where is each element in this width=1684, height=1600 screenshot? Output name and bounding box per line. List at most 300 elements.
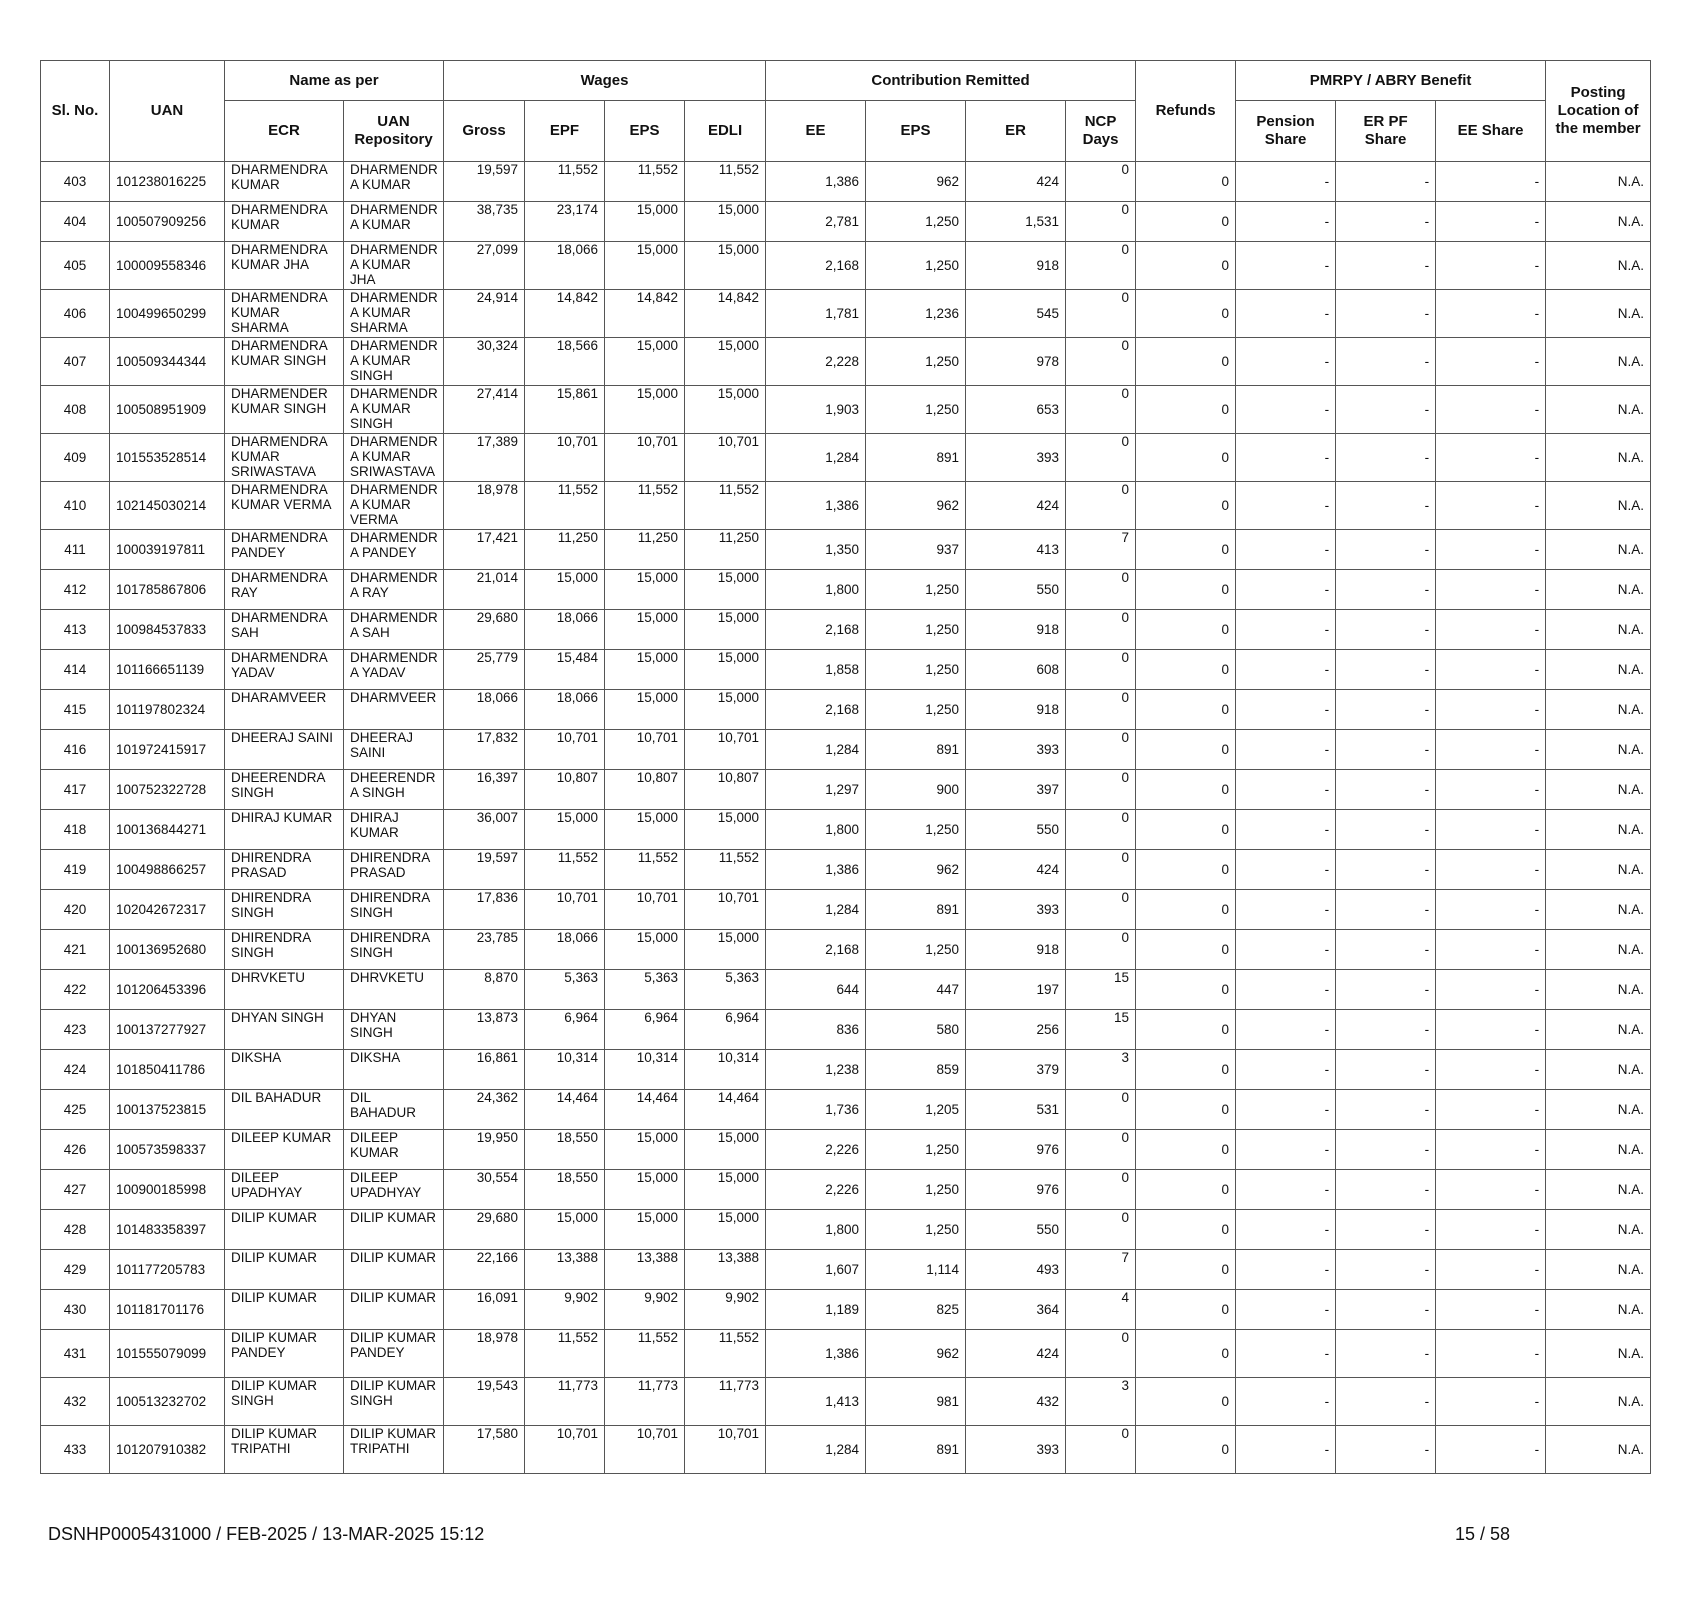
cell-gross: 17,389	[444, 434, 525, 482]
cell-posting-location: N.A.	[1546, 1330, 1651, 1378]
cell-uan-repository-name: DHARMENDR A KUMAR SRIWASTAVA	[344, 434, 444, 482]
cell-ee: 1,386	[766, 1330, 866, 1378]
cell-er: 545	[966, 290, 1066, 338]
cell-sl-no: 403	[41, 162, 110, 202]
cell-pension-share: -	[1236, 1250, 1336, 1290]
cell-ee-share: -	[1436, 1290, 1546, 1330]
cell-gross: 16,861	[444, 1050, 525, 1090]
cell-ee-share: -	[1436, 850, 1546, 890]
cell-ee: 2,168	[766, 242, 866, 290]
cell-posting-location: N.A.	[1546, 1170, 1651, 1210]
cell-eps: 11,552	[605, 482, 685, 530]
cell-uan-repository-name: DHEERENDR A SINGH	[344, 770, 444, 810]
cell-ncp-days: 15	[1066, 1010, 1136, 1050]
page-number: 15 / 58	[1454, 1524, 1510, 1544]
cell-pension-share: -	[1236, 610, 1336, 650]
cell-epf: 15,484	[525, 650, 605, 690]
cell-epf: 6,964	[525, 1010, 605, 1050]
cell-ee: 1,800	[766, 570, 866, 610]
cell-sl-no: 420	[41, 890, 110, 930]
cell-pension-share: -	[1236, 1290, 1336, 1330]
cell-ncp-days: 7	[1066, 1250, 1136, 1290]
cell-uan: 100752322728	[110, 770, 225, 810]
col-group-pmrpy: PMRPY / ABRY Benefit	[1236, 61, 1546, 101]
cell-er-pf-share: -	[1336, 1130, 1436, 1170]
cell-uan: 102145030214	[110, 482, 225, 530]
cell-posting-location: N.A.	[1546, 730, 1651, 770]
cell-er-pf-share: -	[1336, 1290, 1436, 1330]
cell-posting-location: N.A.	[1546, 162, 1651, 202]
cell-eps: 10,701	[605, 730, 685, 770]
cell-ncp-days: 0	[1066, 202, 1136, 242]
cell-sl-no: 422	[41, 970, 110, 1010]
cell-eps-contribution: 891	[866, 434, 966, 482]
cell-epf: 18,066	[525, 930, 605, 970]
cell-ee: 1,350	[766, 530, 866, 570]
cell-refunds: 0	[1136, 930, 1236, 970]
cell-ee-share: -	[1436, 1010, 1546, 1050]
cell-epf: 18,550	[525, 1130, 605, 1170]
cell-er: 918	[966, 690, 1066, 730]
cell-edli: 10,807	[685, 770, 766, 810]
cell-er: 197	[966, 970, 1066, 1010]
cell-er-pf-share: -	[1336, 730, 1436, 770]
cell-gross: 27,414	[444, 386, 525, 434]
table-row	[41, 810, 1651, 850]
cell-ee: 1,858	[766, 650, 866, 690]
table-row	[41, 730, 1651, 770]
cell-ncp-days: 0	[1066, 690, 1136, 730]
cell-edli: 5,363	[685, 970, 766, 1010]
cell-uan: 100136844271	[110, 810, 225, 850]
cell-refunds: 0	[1136, 338, 1236, 386]
cell-epf: 23,174	[525, 202, 605, 242]
cell-eps: 15,000	[605, 690, 685, 730]
cell-epf: 18,566	[525, 338, 605, 386]
cell-edli: 6,964	[685, 1010, 766, 1050]
cell-ecr-name: DILIP KUMAR SINGH	[225, 1378, 344, 1426]
cell-eps: 15,000	[605, 386, 685, 434]
cell-epf: 10,314	[525, 1050, 605, 1090]
cell-gross: 30,324	[444, 338, 525, 386]
cell-eps: 11,552	[605, 1330, 685, 1378]
cell-er: 397	[966, 770, 1066, 810]
cell-refunds: 0	[1136, 1130, 1236, 1170]
cell-gross: 16,091	[444, 1290, 525, 1330]
col-sl-no: Sl. No.	[41, 61, 110, 162]
cell-pension-share: -	[1236, 690, 1336, 730]
col-gross: Gross	[444, 101, 525, 162]
col-eps: EPS	[605, 101, 685, 162]
cell-er-pf-share: -	[1336, 386, 1436, 434]
cell-eps-contribution: 1,250	[866, 1130, 966, 1170]
cell-ecr-name: DHEERAJ SAINI	[225, 730, 344, 770]
cell-edli: 11,552	[685, 162, 766, 202]
cell-ncp-days: 0	[1066, 290, 1136, 338]
cell-ee-share: -	[1436, 1330, 1546, 1378]
cell-uan: 101850411786	[110, 1050, 225, 1090]
cell-er: 918	[966, 610, 1066, 650]
cell-ecr-name: DHARMENDER KUMAR SINGH	[225, 386, 344, 434]
cell-refunds: 0	[1136, 1250, 1236, 1290]
cell-ee: 836	[766, 1010, 866, 1050]
cell-edli: 11,552	[685, 850, 766, 890]
cell-ee-share: -	[1436, 530, 1546, 570]
cell-ncp-days: 0	[1066, 338, 1136, 386]
cell-uan-repository-name: DHIRAJ KUMAR	[344, 810, 444, 850]
cell-eps-contribution: 1,250	[866, 242, 966, 290]
cell-edli: 15,000	[685, 570, 766, 610]
ecr-contribution-table	[40, 60, 1651, 1474]
cell-pension-share: -	[1236, 1210, 1336, 1250]
cell-ee-share: -	[1436, 770, 1546, 810]
cell-uan: 100507909256	[110, 202, 225, 242]
cell-ecr-name: DILIP KUMAR	[225, 1250, 344, 1290]
cell-uan-repository-name: DIKSHA	[344, 1050, 444, 1090]
cell-epf: 15,861	[525, 386, 605, 434]
cell-uan: 100573598337	[110, 1130, 225, 1170]
cell-pension-share: -	[1236, 290, 1336, 338]
cell-uan: 101238016225	[110, 162, 225, 202]
cell-refunds: 0	[1136, 1290, 1236, 1330]
cell-er: 432	[966, 1378, 1066, 1426]
cell-refunds: 0	[1136, 1010, 1236, 1050]
cell-ecr-name: DIL BAHADUR	[225, 1090, 344, 1130]
cell-epf: 13,388	[525, 1250, 605, 1290]
cell-eps-contribution: 1,114	[866, 1250, 966, 1290]
cell-ecr-name: DHARMENDRA SAH	[225, 610, 344, 650]
cell-sl-no: 413	[41, 610, 110, 650]
cell-er-pf-share: -	[1336, 242, 1436, 290]
cell-ecr-name: DHARMENDRA YADAV	[225, 650, 344, 690]
cell-sl-no: 426	[41, 1130, 110, 1170]
col-er: ER	[966, 101, 1066, 162]
cell-ee-share: -	[1436, 730, 1546, 770]
cell-ncp-days: 0	[1066, 850, 1136, 890]
cell-posting-location: N.A.	[1546, 1130, 1651, 1170]
cell-edli: 11,773	[685, 1378, 766, 1426]
cell-edli: 15,000	[685, 338, 766, 386]
cell-edli: 10,314	[685, 1050, 766, 1090]
cell-eps: 11,773	[605, 1378, 685, 1426]
cell-ncp-days: 0	[1066, 1330, 1136, 1378]
cell-er-pf-share: -	[1336, 650, 1436, 690]
cell-eps-contribution: 981	[866, 1378, 966, 1426]
cell-gross: 13,873	[444, 1010, 525, 1050]
cell-eps: 11,552	[605, 162, 685, 202]
cell-ncp-days: 0	[1066, 162, 1136, 202]
cell-posting-location: N.A.	[1546, 386, 1651, 434]
col-er-pf-share: ER PF Share	[1336, 101, 1436, 162]
cell-ee-share: -	[1436, 690, 1546, 730]
col-epf: EPF	[525, 101, 605, 162]
cell-sl-no: 432	[41, 1378, 110, 1426]
col-ee: EE	[766, 101, 866, 162]
cell-ee: 1,800	[766, 810, 866, 850]
cell-eps: 10,701	[605, 890, 685, 930]
cell-uan-repository-name: DHARMENDR A KUMAR JHA	[344, 242, 444, 290]
cell-refunds: 0	[1136, 1330, 1236, 1378]
cell-eps: 10,701	[605, 434, 685, 482]
cell-ee-share: -	[1436, 1090, 1546, 1130]
cell-sl-no: 428	[41, 1210, 110, 1250]
cell-uan: 100136952680	[110, 930, 225, 970]
cell-edli: 15,000	[685, 1170, 766, 1210]
cell-er: 918	[966, 930, 1066, 970]
cell-pension-share: -	[1236, 570, 1336, 610]
cell-ee: 2,168	[766, 690, 866, 730]
cell-ecr-name: DILIP KUMAR	[225, 1290, 344, 1330]
cell-ee: 1,800	[766, 1210, 866, 1250]
cell-er: 608	[966, 650, 1066, 690]
cell-posting-location: N.A.	[1546, 810, 1651, 850]
cell-epf: 10,807	[525, 770, 605, 810]
table-row	[41, 770, 1651, 810]
cell-eps-contribution: 1,250	[866, 570, 966, 610]
cell-ee-share: -	[1436, 570, 1546, 610]
cell-uan: 100508951909	[110, 386, 225, 434]
cell-eps-contribution: 962	[866, 162, 966, 202]
cell-sl-no: 409	[41, 434, 110, 482]
table-row	[41, 1090, 1651, 1130]
cell-refunds: 0	[1136, 1210, 1236, 1250]
cell-pension-share: -	[1236, 386, 1336, 434]
cell-pension-share: -	[1236, 970, 1336, 1010]
cell-gross: 19,543	[444, 1378, 525, 1426]
cell-posting-location: N.A.	[1546, 690, 1651, 730]
cell-pension-share: -	[1236, 730, 1336, 770]
cell-eps-contribution: 1,236	[866, 290, 966, 338]
cell-ee: 1,386	[766, 482, 866, 530]
cell-er: 413	[966, 530, 1066, 570]
cell-ee-share: -	[1436, 930, 1546, 970]
cell-ncp-days: 0	[1066, 242, 1136, 290]
cell-posting-location: N.A.	[1546, 482, 1651, 530]
cell-er: 531	[966, 1090, 1066, 1130]
cell-uan-repository-name: DILEEP KUMAR	[344, 1130, 444, 1170]
cell-er-pf-share: -	[1336, 1330, 1436, 1378]
table-row	[41, 1050, 1651, 1090]
cell-posting-location: N.A.	[1546, 242, 1651, 290]
cell-refunds: 0	[1136, 850, 1236, 890]
cell-ee: 1,238	[766, 1050, 866, 1090]
cell-eps: 15,000	[605, 650, 685, 690]
cell-uan: 100039197811	[110, 530, 225, 570]
cell-eps: 11,250	[605, 530, 685, 570]
cell-epf: 14,464	[525, 1090, 605, 1130]
cell-epf: 14,842	[525, 290, 605, 338]
table-row	[41, 162, 1651, 202]
cell-epf: 18,066	[525, 610, 605, 650]
cell-ecr-name: DILEEP UPADHYAY	[225, 1170, 344, 1210]
cell-eps-contribution: 1,205	[866, 1090, 966, 1130]
cell-eps-contribution: 1,250	[866, 810, 966, 850]
table-row	[41, 202, 1651, 242]
table-row	[41, 1170, 1651, 1210]
cell-uan-repository-name: DHARMENDR A SAH	[344, 610, 444, 650]
cell-ee: 1,284	[766, 890, 866, 930]
cell-er-pf-share: -	[1336, 1426, 1436, 1474]
col-ncp-days: NCP Days	[1066, 101, 1136, 162]
cell-er-pf-share: -	[1336, 970, 1436, 1010]
cell-posting-location: N.A.	[1546, 1290, 1651, 1330]
cell-ee-share: -	[1436, 162, 1546, 202]
cell-er: 978	[966, 338, 1066, 386]
cell-gross: 18,978	[444, 1330, 525, 1378]
table-row	[41, 530, 1651, 570]
cell-er: 424	[966, 1330, 1066, 1378]
cell-ee-share: -	[1436, 1426, 1546, 1474]
cell-eps: 15,000	[605, 242, 685, 290]
cell-er-pf-share: -	[1336, 930, 1436, 970]
cell-er: 424	[966, 162, 1066, 202]
cell-sl-no: 417	[41, 770, 110, 810]
cell-ee-share: -	[1436, 610, 1546, 650]
cell-ee: 1,189	[766, 1290, 866, 1330]
cell-pension-share: -	[1236, 162, 1336, 202]
cell-sl-no: 425	[41, 1090, 110, 1130]
cell-ee-share: -	[1436, 434, 1546, 482]
cell-uan-repository-name: DHIRENDRA SINGH	[344, 890, 444, 930]
cell-sl-no: 414	[41, 650, 110, 690]
cell-pension-share: -	[1236, 434, 1336, 482]
cell-ncp-days: 0	[1066, 1170, 1136, 1210]
cell-uan-repository-name: DHARMENDR A PANDEY	[344, 530, 444, 570]
table-row	[41, 1378, 1651, 1426]
cell-er-pf-share: -	[1336, 1090, 1436, 1130]
cell-pension-share: -	[1236, 1010, 1336, 1050]
cell-eps: 14,842	[605, 290, 685, 338]
cell-gross: 29,680	[444, 610, 525, 650]
cell-sl-no: 418	[41, 810, 110, 850]
cell-gross: 17,836	[444, 890, 525, 930]
cell-ee: 2,168	[766, 930, 866, 970]
cell-ee: 1,386	[766, 850, 866, 890]
cell-gross: 36,007	[444, 810, 525, 850]
cell-refunds: 0	[1136, 650, 1236, 690]
cell-eps: 15,000	[605, 610, 685, 650]
cell-eps: 15,000	[605, 202, 685, 242]
cell-eps: 15,000	[605, 1210, 685, 1250]
cell-er-pf-share: -	[1336, 850, 1436, 890]
cell-uan: 101553528514	[110, 434, 225, 482]
cell-ee: 1,284	[766, 1426, 866, 1474]
cell-posting-location: N.A.	[1546, 338, 1651, 386]
table-row	[41, 1210, 1651, 1250]
cell-posting-location: N.A.	[1546, 850, 1651, 890]
cell-sl-no: 412	[41, 570, 110, 610]
cell-pension-share: -	[1236, 338, 1336, 386]
cell-ee: 1,781	[766, 290, 866, 338]
cell-eps-contribution: 962	[866, 850, 966, 890]
cell-uan-repository-name: DILIP KUMAR	[344, 1250, 444, 1290]
cell-uan-repository-name: DHIRENDRA SINGH	[344, 930, 444, 970]
cell-er-pf-share: -	[1336, 338, 1436, 386]
cell-er-pf-share: -	[1336, 290, 1436, 338]
cell-ncp-days: 0	[1066, 386, 1136, 434]
cell-ee-share: -	[1436, 1170, 1546, 1210]
cell-edli: 15,000	[685, 810, 766, 850]
cell-eps: 15,000	[605, 810, 685, 850]
cell-sl-no: 421	[41, 930, 110, 970]
col-ee-share: EE Share	[1436, 101, 1546, 162]
cell-er-pf-share: -	[1336, 890, 1436, 930]
cell-uan-repository-name: DHARMENDR A KUMAR	[344, 162, 444, 202]
cell-er: 393	[966, 434, 1066, 482]
cell-uan: 101206453396	[110, 970, 225, 1010]
cell-ecr-name: DHIRENDRA SINGH	[225, 930, 344, 970]
cell-sl-no: 423	[41, 1010, 110, 1050]
cell-uan-repository-name: DHEERAJ SAINI	[344, 730, 444, 770]
table-row	[41, 850, 1651, 890]
col-uan: UAN	[110, 61, 225, 162]
cell-edli: 13,388	[685, 1250, 766, 1290]
cell-er: 256	[966, 1010, 1066, 1050]
cell-ecr-name: DHARMENDRA RAY	[225, 570, 344, 610]
cell-pension-share: -	[1236, 850, 1336, 890]
cell-ecr-name: DHARMENDRA KUMAR JHA	[225, 242, 344, 290]
table-row	[41, 1426, 1651, 1474]
cell-ee: 644	[766, 970, 866, 1010]
cell-eps-contribution: 962	[866, 482, 966, 530]
cell-ncp-days: 0	[1066, 570, 1136, 610]
cell-edli: 15,000	[685, 1130, 766, 1170]
cell-posting-location: N.A.	[1546, 434, 1651, 482]
cell-refunds: 0	[1136, 530, 1236, 570]
cell-uan-repository-name: DILIP KUMAR	[344, 1290, 444, 1330]
cell-edli: 9,902	[685, 1290, 766, 1330]
table-row	[41, 1250, 1651, 1290]
cell-er: 653	[966, 386, 1066, 434]
cell-sl-no: 433	[41, 1426, 110, 1474]
cell-ncp-days: 3	[1066, 1378, 1136, 1426]
cell-ee-share: -	[1436, 1210, 1546, 1250]
cell-er: 976	[966, 1170, 1066, 1210]
cell-refunds: 0	[1136, 810, 1236, 850]
cell-epf: 11,552	[525, 1330, 605, 1378]
cell-pension-share: -	[1236, 930, 1336, 970]
cell-ncp-days: 7	[1066, 530, 1136, 570]
cell-uan: 101197802324	[110, 690, 225, 730]
cell-er-pf-share: -	[1336, 690, 1436, 730]
cell-edli: 15,000	[685, 386, 766, 434]
cell-eps-contribution: 1,250	[866, 1170, 966, 1210]
cell-epf: 11,552	[525, 162, 605, 202]
cell-uan: 100009558346	[110, 242, 225, 290]
cell-refunds: 0	[1136, 770, 1236, 810]
cell-eps-contribution: 447	[866, 970, 966, 1010]
cell-refunds: 0	[1136, 890, 1236, 930]
cell-uan-repository-name: DILIP KUMAR PANDEY	[344, 1330, 444, 1378]
cell-epf: 10,701	[525, 1426, 605, 1474]
cell-ecr-name: DHARMENDRA KUMAR	[225, 162, 344, 202]
cell-posting-location: N.A.	[1546, 930, 1651, 970]
col-refunds: Refunds	[1136, 61, 1236, 162]
cell-er-pf-share: -	[1336, 1210, 1436, 1250]
cell-edli: 11,250	[685, 530, 766, 570]
cell-edli: 15,000	[685, 690, 766, 730]
cell-eps: 10,314	[605, 1050, 685, 1090]
cell-eps: 9,902	[605, 1290, 685, 1330]
cell-pension-share: -	[1236, 1050, 1336, 1090]
cell-eps-contribution: 937	[866, 530, 966, 570]
cell-uan-repository-name: DHARMVEER	[344, 690, 444, 730]
cell-er: 424	[966, 850, 1066, 890]
cell-ee: 1,413	[766, 1378, 866, 1426]
cell-gross: 19,950	[444, 1130, 525, 1170]
cell-uan-repository-name: DHARMENDR A KUMAR VERMA	[344, 482, 444, 530]
cell-epf: 11,773	[525, 1378, 605, 1426]
